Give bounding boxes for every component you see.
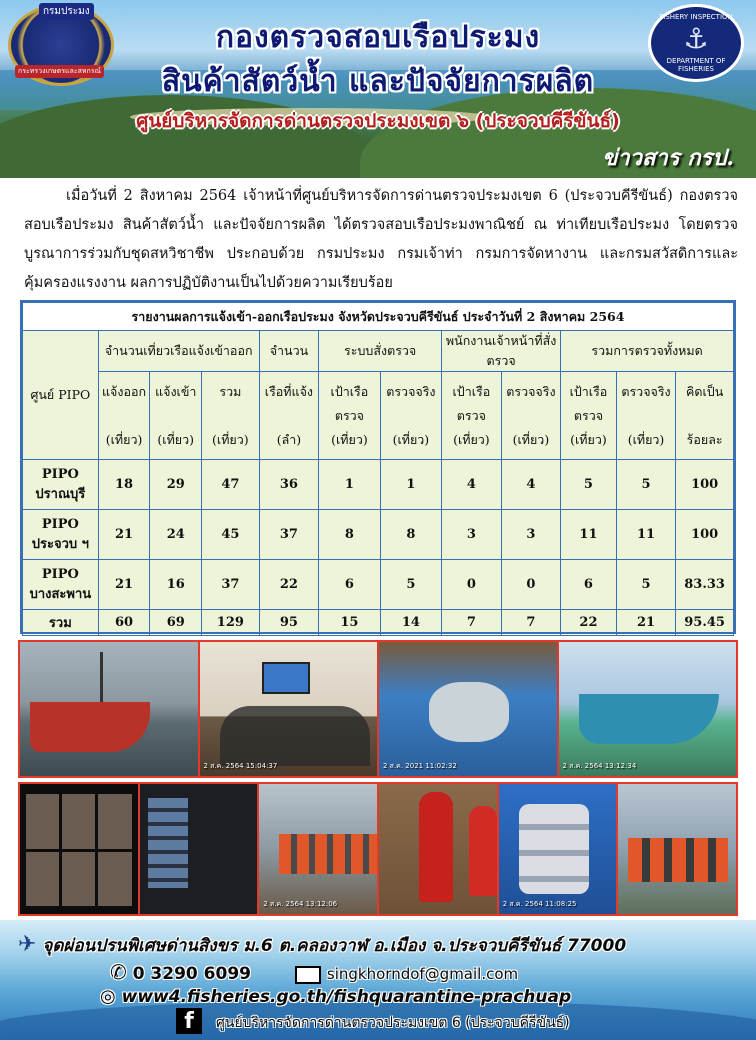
cell-out: 21 [98,560,150,610]
sub-header-tot-target: เป้าเรือตรวจ (เที่ยว) [561,372,617,460]
cell-sys-actual: 8 [380,510,441,560]
cell-ships: 37 [259,510,319,560]
logo-right-bottom-label: DEPARTMENT OF FISHERIES [666,57,726,73]
phone-tiles [148,798,188,888]
cell-in: 29 [150,460,202,510]
photo-phone-screen [140,784,258,914]
photo-fish-catch [379,642,557,776]
cell-tot-target: 6 [561,560,617,610]
photo-crew-lifejackets [259,784,377,914]
group-count-header: จำนวน [259,331,319,372]
total-off-target: 7 [442,610,502,636]
table-title: รายงานผลการแจ้งเข้า-ออกเรือประมง จังหวัดประจวบคีรีขันธ์ ประจำวันที่ 2 สิงหาคม 2564 [23,303,734,331]
cell-sys-target: 6 [319,560,380,610]
total-sys-target: 15 [319,610,380,636]
total-off-actual: 7 [501,610,561,636]
cell-off-actual: 0 [501,560,561,610]
total-tot-actual: 21 [616,610,676,636]
group-total-header: รวมการตรวจทั้งหมด [561,331,734,372]
intro-paragraph: เมื่อวันที่ 2 สิงหาคม 2564 เจ้าหน้าที่ศูนย์บริหารจัดการด่านตรวจประมงเขต 6 (ประจวบคีรีขันธ์) กองตรวจสอบเรือประมง สินค้าสัตว์น้ำ และปัจจัยการผลิต ได้ตรวจสอบเรือประมงพาณิชย์ ณ ท่าเทียบเรือประมง โดยตรวจบูรณาการร่วมกับชุดสหวิชาชีพ ประกอบด้วย กรมประมง กรมเจ้าท่า กรมการจัดหางาน และกรมสวัสดิการและคุ้มครองแรงงาน ผลการปฏิบัติงานเป็นไปด้วยความเรียบร้อย [24,188,738,291]
footer-website [100,986,571,1007]
cell-out: 18 [98,460,150,510]
facebook-page-name[interactable]: ศูนย์บริหารจัดการด่านตรวจประมงเขต 6 (ประจวบคีรีขันธ์) [216,1015,570,1031]
logo-left-top-label: กรมประมง [39,3,94,20]
sub-header-sys-actual: ตรวจจริง (เที่ยว) [380,372,441,460]
cell-off-target: 4 [442,460,502,510]
anchor-icon: ⚓ [683,22,709,55]
email-group [295,965,518,983]
boat-hull [30,702,150,752]
footer-phone-email [110,960,518,984]
photo-caption: 2 ส.ค. 2564 13:12:34 [562,762,637,770]
video-call-grid [26,794,132,906]
cell-in: 24 [150,510,202,560]
table-row [23,510,734,560]
cell-tot-target: 11 [561,510,617,560]
total-ships: 95 [259,610,319,636]
report-table [22,302,734,636]
row-center-name: PIPO ประจวบ ฯ [23,510,99,560]
total-sum: 129 [202,610,260,636]
facebook-icon[interactable]: f [176,1008,202,1034]
phone-text: 0 3290 6099 [132,964,251,984]
crew-group [628,838,728,882]
cell-out: 21 [98,510,150,560]
cell-in: 16 [150,560,202,610]
cell-off-actual: 4 [501,460,561,510]
sub-header-in: แจ้งเข้า (เที่ยว) [150,372,202,460]
photo-caption: 2 ส.ค. 2564 15:04:37 [203,762,278,770]
sub-header-off-target: เป้าเรือตรวจ (เที่ยว) [442,372,502,460]
cell-sum: 45 [202,510,260,560]
logo-left-bottom-label: กระทรวงเกษตรและสหกรณ์ [15,65,104,78]
sub-header-off-actual: ตรวจจริง (เที่ยว) [501,372,561,460]
cell-sys-target: 1 [319,460,380,510]
row-center-name: PIPO ปราณบุรี [23,460,99,510]
group-officer-header: พนักงานเจ้าหน้าที่สั่งตรวจ [442,331,561,372]
cell-off-actual: 3 [501,510,561,560]
cell-off-target: 0 [442,560,502,610]
total-label: รวม [23,610,99,636]
cell-percent: 100 [676,460,734,510]
table-row [23,560,734,610]
cell-ships: 36 [259,460,319,510]
cell-percent: 83.33 [676,560,734,610]
subtitle: ศูนย์บริหารจัดการด่านตรวจประมงเขต ๖ (ประจวบคีรีขันธ์) [136,110,620,132]
sub-header-sys-target: เป้าเรือตรวจ (เที่ยว) [319,372,380,460]
photo-crew-dock [618,784,736,914]
cell-sys-target: 8 [319,510,380,560]
sub-header-tot-actual: ตรวจจริง (เที่ยว) [616,372,676,460]
globe-icon: ◎ [100,986,116,1007]
cell-percent: 100 [676,510,734,560]
cell-sys-actual: 5 [380,560,441,610]
table-total-row [23,610,734,636]
photo-video-call [20,784,138,914]
title-line-2: สินค้าสัตว์น้ำ และปัจจัยการผลิต [161,64,595,99]
photo-caption: 2 ส.ค. 2564 11:08:25 [502,900,577,908]
cell-tot-actual: 5 [616,560,676,610]
col-center-header: ศูนย์ PIPO [23,331,99,460]
phone-icon: ✆ [110,960,127,984]
photo-strip-1 [18,640,738,778]
photo-office-meeting [200,642,378,776]
cell-tot-actual: 11 [616,510,676,560]
monitor-screen [262,662,310,694]
cell-ships: 22 [259,560,319,610]
sub-header-percent: คิดเป็น ร้อยละ [676,372,734,460]
photo-fire-extinguishers [379,784,497,914]
cell-off-target: 3 [442,510,502,560]
fire-extinguisher-icon [469,806,497,896]
sub-header-ships: เรือที่แจ้ง (ลำ) [259,372,319,460]
news-tag: ข่าวสาร กรป. [602,145,734,171]
location-pin-icon: ✈ [18,932,37,957]
footer-address [18,932,626,959]
photo-fish-bags [499,784,617,914]
fish-bags [519,804,589,894]
sub-header-out: แจ้งออก (เที่ยว) [98,372,150,460]
total-sys-actual: 14 [380,610,441,636]
cell-sum: 47 [202,460,260,510]
photo-caption: 2 ส.ค. 2021 11:02:32 [383,762,457,770]
total-in: 69 [150,610,202,636]
email-icon [295,966,321,984]
row-center-name: PIPO บางสะพาน [23,560,99,610]
crew-group [279,834,377,874]
photo-fishing-boat [20,642,198,776]
website-link[interactable]: www4.fisheries.go.th/fishquarantine-prachuap [121,987,572,1007]
photo-caption: 2 ส.ค. 2564 13:12:06 [263,900,338,908]
header-banner [0,0,756,178]
group-trips-header: จำนวนเที่ยวเรือแจ้งเข้าออก [98,331,259,372]
cell-sys-actual: 1 [380,460,441,510]
people-group [220,706,370,766]
table-row [23,460,734,510]
total-percent: 95.45 [676,610,734,636]
photo-boat-inspection [559,642,737,776]
report-table-container [20,300,736,634]
email-link[interactable]: singkhorndof@gmail.com [326,965,519,983]
title-line-1: กองตรวจสอบเรือประมง [215,20,541,55]
sub-header-sum: รวม (เที่ยว) [202,372,260,460]
fish-tub [429,682,509,742]
group-system-header: ระบบสั่งตรวจ [319,331,442,372]
cell-sum: 37 [202,560,260,610]
total-tot-target: 22 [561,610,617,636]
footer-contact [0,920,756,1040]
photo-strip-2 [18,782,738,916]
cell-tot-actual: 5 [616,460,676,510]
cell-tot-target: 5 [561,460,617,510]
fire-extinguisher-icon [419,792,453,902]
address-text: จุดผ่อนปรนพิเศษด่านสิงขร ม.6 ต.คลองวาฬ อ.เมือง จ.ประจวบคีรีขันธ์ 77000 [42,936,627,956]
boat-hull [579,694,719,744]
logo-right-top-label: FISHERY INSPECTION [659,13,733,21]
total-out: 60 [98,610,150,636]
